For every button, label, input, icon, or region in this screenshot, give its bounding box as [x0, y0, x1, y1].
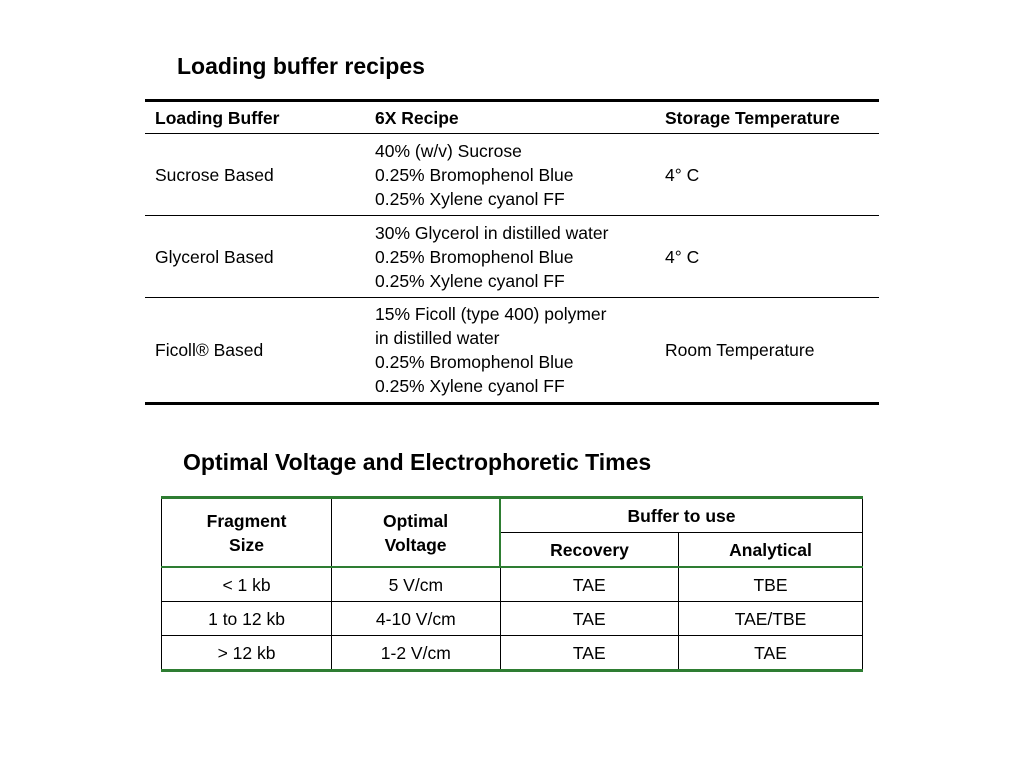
header-optimal-voltage	[332, 498, 500, 568]
buffer-name: Glycerol Based	[145, 216, 360, 298]
recipe-line: 15% Ficoll (type 400) polymer	[375, 304, 607, 324]
voltage: 5 V/cm	[332, 567, 500, 602]
voltage: 1-2 V/cm	[332, 636, 500, 671]
header-line: Size	[229, 534, 265, 555]
storage-temperature: 4° C	[655, 134, 879, 216]
voltage-times-title: Optimal Voltage and Electrophoretic Times	[183, 449, 652, 475]
recovery-buffer: TAE	[500, 602, 678, 636]
recipe-line: 40% (w/v) Sucrose	[375, 140, 522, 161]
recipe-cell	[360, 134, 655, 216]
recovery-buffer: TAE	[500, 636, 678, 671]
voltage-table	[161, 496, 863, 672]
buffer-name: Ficoll® Based	[145, 298, 360, 404]
loading-buffer-table	[145, 99, 879, 405]
header-storage-temperature: Storage Temperature	[655, 101, 879, 134]
recipe-line: 0.25% Xylene cyanol FF	[375, 270, 565, 291]
analytical-buffer: TBE	[679, 567, 863, 602]
loading-buffer-title: Loading buffer recipes	[177, 53, 425, 79]
header-line: Optimal	[382, 510, 449, 531]
storage-temperature: 4° C	[655, 216, 879, 298]
header-fragment-size	[162, 498, 332, 568]
recovery-buffer: TAE	[500, 567, 678, 602]
fragment-size: < 1 kb	[162, 567, 332, 602]
analytical-buffer: TAE	[679, 636, 863, 671]
table-header-row	[162, 498, 863, 533]
storage-temperature: Room Temperature	[655, 298, 879, 404]
header-analytical: Analytical	[679, 533, 863, 568]
recipe-line: 0.25% Bromophenol Blue	[375, 352, 574, 372]
recipe-line: 30% Glycerol in distilled water	[375, 222, 609, 243]
header-6x-recipe: 6X Recipe	[360, 101, 655, 134]
recipe-line: in distilled water	[375, 328, 500, 348]
voltage: 4-10 V/cm	[332, 602, 500, 636]
table-row	[145, 134, 879, 216]
table-row	[145, 298, 879, 404]
recipe-line: 0.25% Xylene cyanol FF	[375, 188, 565, 209]
header-line: Fragment	[206, 510, 287, 531]
recipe-cell	[360, 298, 655, 404]
recipe-line: 0.25% Bromophenol Blue	[375, 164, 574, 185]
table-header-row	[145, 101, 879, 134]
buffer-name: Sucrose Based	[145, 134, 360, 216]
recipe-line: 0.25% Bromophenol Blue	[375, 246, 574, 267]
header-loading-buffer: Loading Buffer	[145, 101, 360, 134]
table-row	[162, 602, 863, 636]
table-row	[162, 567, 863, 602]
fragment-size: 1 to 12 kb	[162, 602, 332, 636]
table-row	[145, 216, 879, 298]
header-buffer-to-use: Buffer to use	[500, 498, 862, 533]
recipe-cell	[360, 216, 655, 298]
header-recovery: Recovery	[500, 533, 678, 568]
table-row	[162, 636, 863, 671]
fragment-size: > 12 kb	[162, 636, 332, 671]
header-line: Voltage	[384, 534, 447, 555]
analytical-buffer: TAE/TBE	[679, 602, 863, 636]
recipe-line: 0.25% Xylene cyanol FF	[375, 376, 565, 396]
